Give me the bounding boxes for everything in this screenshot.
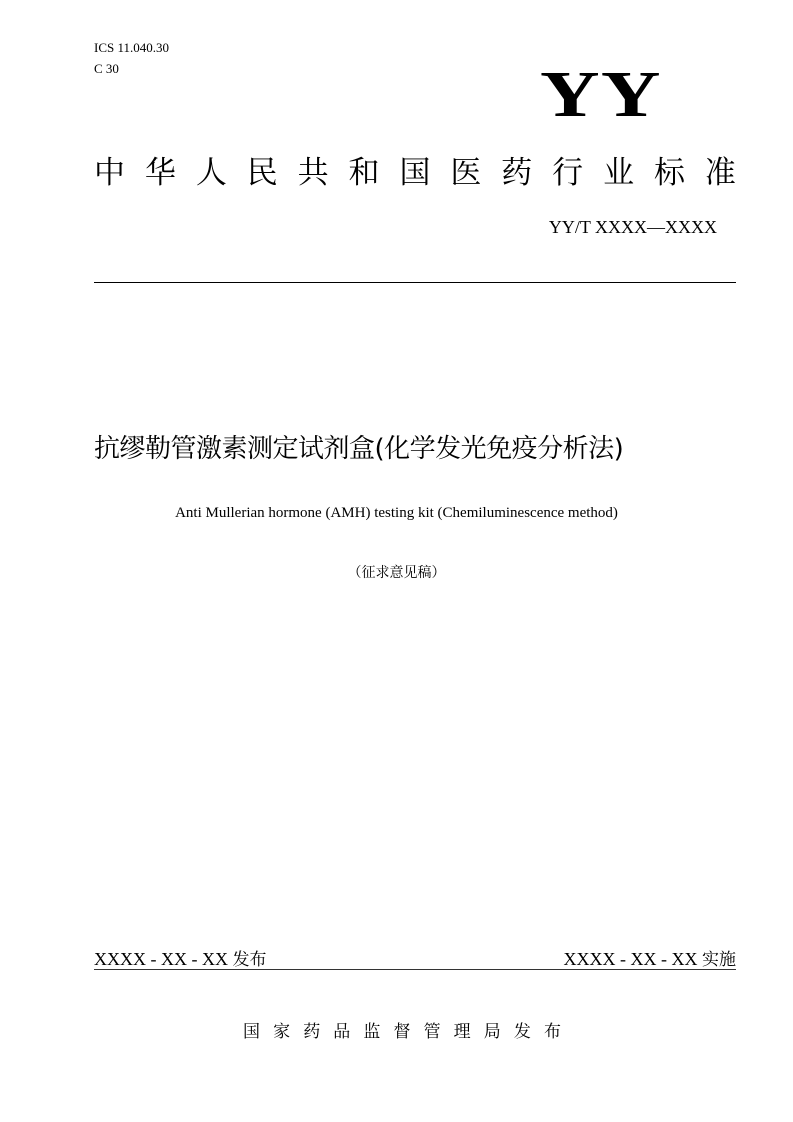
publish-label: 发布 [232, 950, 267, 970]
publisher-char: 局 [483, 1022, 501, 1042]
standard-number: YY/T XXXX—XXXX [548, 217, 717, 237]
title-char: 国 [399, 155, 431, 191]
document-title-english: Anti Mullerian hormone (AMH) testing kit (Chemiluminescence method) [175, 505, 618, 521]
title-char: 标 [653, 155, 685, 191]
publish-date: XXXX - XX - XX [94, 949, 228, 969]
title-char: 民 [246, 155, 278, 191]
header-divider [94, 282, 736, 283]
publisher-char: 发 [513, 1022, 531, 1042]
yy-standard-logo: YY [540, 58, 662, 131]
title-char: 医 [450, 155, 482, 191]
title-char: 药 [501, 155, 533, 191]
publisher-char: 督 [393, 1022, 411, 1042]
publisher-char: 管 [423, 1022, 441, 1042]
title-char: 华 [144, 155, 176, 191]
title-char: 中 [94, 155, 125, 191]
ics-code: ICS 11.040.30 [94, 40, 169, 55]
title-char: 和 [348, 155, 380, 191]
title-char: 业 [603, 155, 635, 191]
publisher-char: 国 [243, 1022, 260, 1042]
implement-date-group [564, 948, 736, 971]
draft-status-label: （征求意见稿） [347, 565, 446, 581]
publisher-char: 布 [543, 1022, 561, 1042]
title-char: 行 [552, 155, 584, 191]
publisher-char: 药 [303, 1022, 321, 1042]
publisher-char: 监 [363, 1022, 381, 1042]
publisher-line [243, 1021, 561, 1043]
publisher-char: 家 [273, 1022, 291, 1042]
title-char: 准 [704, 155, 736, 191]
document-title-chinese: 抗缪勒管激素测定试剂盒(化学发光免疫分析法) [94, 434, 624, 464]
title-char: 共 [297, 155, 329, 191]
date-row [94, 948, 736, 971]
standard-category-title [94, 153, 736, 193]
publish-date-group [94, 948, 266, 971]
classification-code: C 30 [94, 61, 119, 76]
publisher-char: 理 [453, 1022, 471, 1042]
footer-divider [94, 969, 736, 970]
implement-label: 实施 [702, 950, 736, 970]
title-char: 人 [195, 155, 227, 191]
implement-date: XXXX - XX - XX [563, 949, 698, 969]
publisher-char: 品 [333, 1022, 351, 1042]
